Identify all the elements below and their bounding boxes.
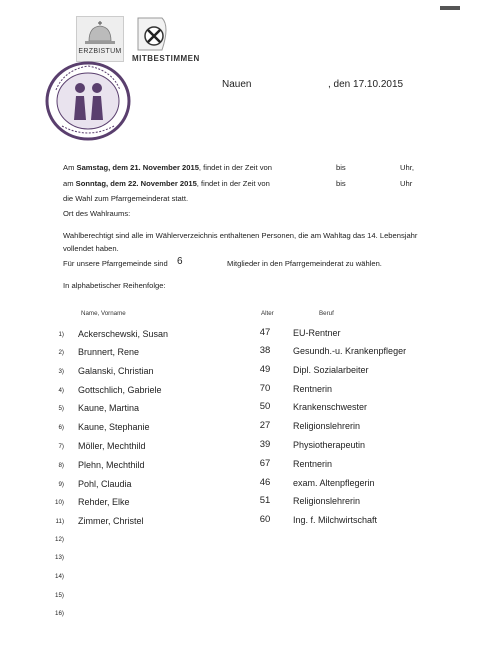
row-number: 8) xyxy=(58,462,64,469)
row-number: 5) xyxy=(58,405,64,412)
seats-count: 6 xyxy=(177,256,183,267)
row-number: 16) xyxy=(55,610,64,617)
saturday-uhr: Uhr, xyxy=(400,163,414,172)
row-number: 2) xyxy=(58,349,64,356)
mitbestimmen-logo-text: MITBESTIMMEN xyxy=(132,54,200,63)
candidate-name: Kaune, Stephanie xyxy=(78,422,150,432)
candidate-name: Pohl, Claudia xyxy=(78,479,132,489)
candidate-occupation: Dipl. Sozialarbeiter xyxy=(293,365,369,375)
place-name: Nauen xyxy=(222,79,252,90)
candidate-age: 50 xyxy=(259,401,271,412)
saturday-bis: bis xyxy=(336,163,346,172)
erzbistum-logo-text: ERZBISTUM xyxy=(78,48,122,55)
candidate-age: 70 xyxy=(259,383,271,394)
church-dome-icon xyxy=(77,17,123,47)
row-number: 1) xyxy=(58,331,64,338)
seats-text-pre: Für unsere Pfarrgemeinde sind xyxy=(63,259,168,268)
document-date: , den 17.10.2015 xyxy=(328,79,404,90)
eligibility-text-line2: vollendet haben. xyxy=(63,244,119,253)
candidate-occupation: Religionslehrerin xyxy=(293,421,361,431)
row-number: 15) xyxy=(55,592,64,599)
row-number: 12) xyxy=(55,536,64,543)
candidate-age: 46 xyxy=(259,477,271,488)
candidate-age: 49 xyxy=(259,364,271,375)
candidate-occupation: Krankenschwester xyxy=(293,402,368,412)
candidate-occupation: Rentnerin xyxy=(293,459,333,469)
candidate-age: 51 xyxy=(259,495,271,506)
candidate-age: 60 xyxy=(259,514,271,525)
candidate-name: Kaune, Martina xyxy=(78,403,140,413)
candidate-occupation: Rentnerin xyxy=(293,384,333,394)
candidate-name: Galanski, Christian xyxy=(78,366,154,376)
eligibility-text-line1: Wahlberechtigt sind alle im Wählerverzeichnis enthaltenen Personen, die am Wahltag das 14. Lebensjahr xyxy=(63,231,418,240)
row-number: 10) xyxy=(55,499,64,506)
candidate-occupation: Physiotherapeutin xyxy=(293,440,366,450)
candidate-name: Zimmer, Christel xyxy=(78,516,144,526)
election-line-sunday: am Sonntag, dem 22. November 2015, findet in der Zeit von xyxy=(63,179,270,188)
corner-mark xyxy=(440,6,460,10)
candidate-age: 67 xyxy=(259,458,271,469)
row-number: 6) xyxy=(58,424,64,431)
candidate-name: Brunnert, Rene xyxy=(78,347,140,357)
election-line-saturday: Am Samstag, dem 21. November 2015, findet in der Zeit von xyxy=(63,163,272,172)
row-number: 4) xyxy=(58,387,64,394)
candidate-name: Rehder, Elke xyxy=(78,497,130,507)
candidate-age: 38 xyxy=(259,345,271,356)
column-header-age: Alter xyxy=(261,310,274,317)
polling-place-label: Ort des Wahlraums: xyxy=(63,209,131,218)
row-number: 7) xyxy=(58,443,64,450)
candidate-occupation: exam. Altenpflegerin xyxy=(293,478,375,488)
candidate-occupation: Ing. f. Milchwirtschaft xyxy=(293,515,378,525)
candidate-name: Ackerschewski, Susan xyxy=(78,329,169,339)
seats-text-post: Mitglieder in den Pfarrgemeinderat zu wählen. xyxy=(227,259,382,268)
row-number: 11) xyxy=(55,518,64,525)
candidate-name: Möller, Mechthild xyxy=(78,441,146,451)
candidate-occupation: Religionslehrerin xyxy=(293,496,361,506)
candidate-occupation: EU-Rentner xyxy=(293,328,341,338)
column-header-name: Name, Vorname xyxy=(81,310,126,317)
candidate-occupation: Gesundh.-u. Krankenpfleger xyxy=(293,346,407,356)
ballot-cross-icon xyxy=(132,14,172,54)
candidate-age: 39 xyxy=(259,439,271,450)
column-header-job: Beruf xyxy=(319,310,334,317)
sunday-uhr: Uhr xyxy=(400,179,413,188)
parish-stamp xyxy=(44,60,132,142)
candidate-age: 27 xyxy=(259,420,271,431)
candidate-name: Gottschlich, Gabriele xyxy=(78,385,162,395)
candidate-age: 47 xyxy=(259,327,271,338)
row-number: 9) xyxy=(58,481,64,488)
row-number: 14) xyxy=(55,573,64,580)
erzbistum-logo xyxy=(76,16,124,62)
sunday-bis: bis xyxy=(336,179,346,188)
row-number: 13) xyxy=(55,554,64,561)
election-statement: die Wahl zum Pfarrgemeinderat statt. xyxy=(63,194,189,203)
candidate-name: Plehn, Mechthild xyxy=(78,460,145,470)
row-number: 3) xyxy=(58,368,64,375)
alphabetical-order-label: In alphabetischer Reihenfolge: xyxy=(63,281,166,290)
